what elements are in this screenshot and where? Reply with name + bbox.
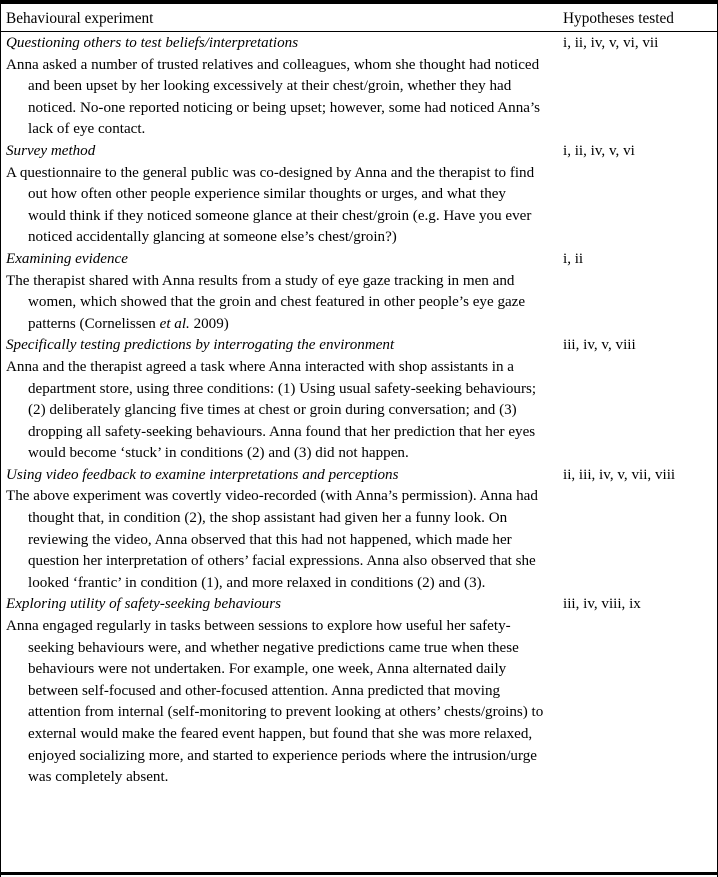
experiment-description: Anna engaged regularly in tasks between sessions to explore how useful her safety-seeking behaviours were, and whether negative predictions came true when these behaviours were not undertaken. For example, one week, Anna alternated daily between self-focused and other-focused attention. Anna predicted that moving attention from internal (self-monitoring to prevent looking at others’ chests/groins) to external would make the feared event happen, but found that she was more relaxed, enjoyed socializing more, and started to experience periods where the intrusion/urge was completely absent. <box>6 618 544 786</box>
experiment-description-pre: The therapist shared with Anna results from a study of eye gaze tracking in men and women, which showed that the groin and chest featured in other people’s eye gaze patterns (Cornelissen <box>6 272 526 332</box>
experiment-title: Questioning others to test beliefs/interpretations <box>6 35 299 51</box>
row-hypotheses-cell: ii, iii, iv, v, vii, viii <box>563 466 676 483</box>
column-header-hypotheses-tested: Hypotheses tested <box>563 10 674 27</box>
row-hypotheses-cell: i, ii, iv, v, vi, vii <box>563 35 659 51</box>
table-header-row <box>6 4 709 31</box>
table-bottom-rule <box>0 872 718 875</box>
citation-et-al: et al. <box>159 315 190 332</box>
table-body <box>0 4 718 31</box>
row-experiment-cell <box>6 33 563 141</box>
experiment-description: Anna asked a number of trusted relatives and colleagues, whom she thought had noticed and been upset by her looking excessively at their chest/groin, whether they had noticed. No-one reported noticing or being upset; however, some had noticed Anna’s lack of eye contact. <box>6 56 541 138</box>
table-row <box>6 32 709 141</box>
experiment-title: Exploring utility of safety-seeking behaviours <box>6 596 281 613</box>
row-hypotheses-cell: i, ii, iv, v, vi <box>563 142 635 159</box>
experiment-title: Using video feedback to examine interpretations and perceptions <box>6 466 399 483</box>
experiment-description: A questionnaire to the general public was co-designed by Anna and the therapist to find out how often other people experience similar thoughts or urges, and what they would think if they noticed someone glance at their chest/groin (e.g. Have you ever noticed accidentally glancing at someone else’s chest/groin?) <box>6 164 535 246</box>
row-experiment-cell <box>6 465 563 595</box>
experiment-title: Examining evidence <box>6 250 128 267</box>
table-row <box>6 594 709 789</box>
experiment-description: The above experiment was covertly video-recorded (with Anna’s permission). Anna had thought that, in condition (2), the shop assistant had given her a funny look. On reviewing the video, Anna observed that this had not happened, which made her question her interpretation of others’ facial expressions. Anna also observed that she looked ‘frantic’ in condition (1), and more relaxed in conditions (2) and (3). <box>6 488 538 591</box>
experiment-title: Survey method <box>6 142 96 159</box>
row-experiment-cell <box>6 594 563 788</box>
experiment-description: Anna and the therapist agreed a task where Anna interacted with shop assistants in a department store, using three conditions: (1) Using usual safety-seeking behaviours; (2) deliberately glancing five times at chest or groin during conversation; and (3) dropping all safety-seeking behaviours. Anna found that her prediction that her eyes would become ‘stuck’ in conditions (2) and (3) did not happen. <box>6 358 537 462</box>
column-header-behavioural-experiment: Behavioural experiment <box>6 10 154 27</box>
table-row <box>6 141 709 249</box>
row-experiment-cell <box>6 335 563 465</box>
table-row <box>6 249 709 335</box>
experiment-description-post: 2009) <box>189 315 229 332</box>
experiment-title: Specifically testing predictions by interrogating the environment <box>6 337 395 354</box>
table-rows-container <box>0 32 718 790</box>
row-experiment-cell <box>6 141 563 249</box>
row-hypotheses-cell: i, ii <box>563 250 584 267</box>
row-hypotheses-cell: iii, iv, v, viii <box>563 337 636 354</box>
experiment-description <box>6 271 563 336</box>
table-row <box>6 335 709 465</box>
row-hypotheses-cell: iii, iv, viii, ix <box>563 596 641 613</box>
table-row <box>6 465 709 595</box>
row-experiment-cell <box>6 249 563 335</box>
